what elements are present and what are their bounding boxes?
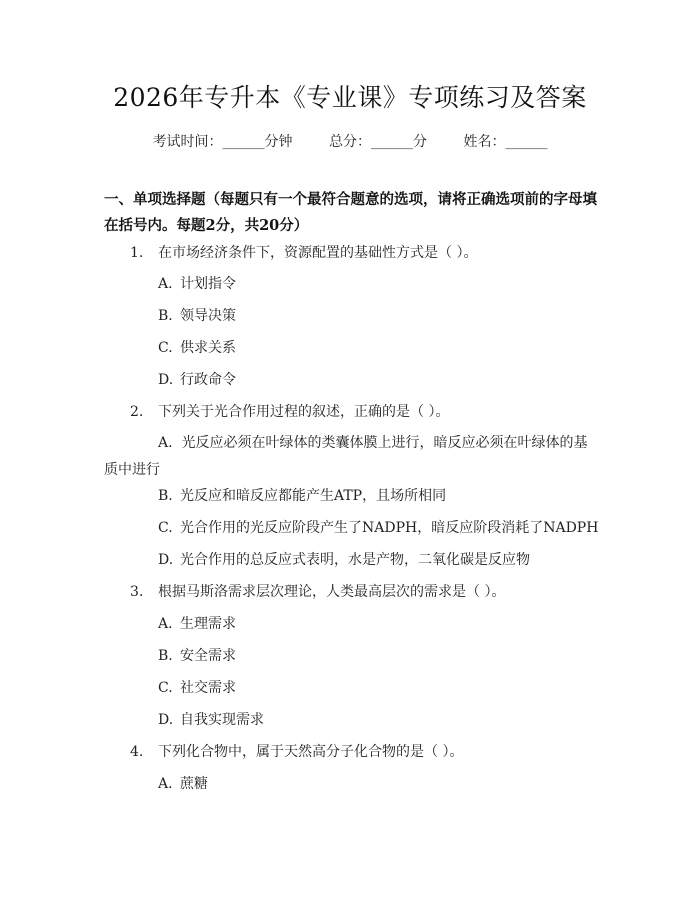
- option-text: 计划指令: [180, 276, 236, 292]
- option-letter: C.: [158, 340, 173, 356]
- option-4a: [158, 774, 208, 794]
- question-1: [130, 243, 477, 263]
- option-text: 领导决策: [180, 308, 236, 324]
- question-number: 1.: [130, 245, 144, 261]
- question-stem: 在市场经济条件下，资源配置的基础性方式是（ ）。: [158, 245, 478, 261]
- option-letter: D.: [158, 372, 174, 388]
- option-letter: D.: [158, 712, 174, 728]
- option-letter: B.: [158, 308, 173, 324]
- option-2d: [158, 550, 530, 570]
- option-text: 社交需求: [180, 680, 236, 696]
- question-number: 3.: [130, 584, 144, 600]
- option-text: 自我实现需求: [180, 712, 264, 728]
- question-stem: 下列关于光合作用过程的叙述，正确的是（ ）。: [158, 404, 450, 420]
- option-letter: A.: [158, 435, 173, 451]
- option-text: 光反应必须在叶绿体的类囊体膜上进行，暗反应必须在叶绿体的基质中进行: [104, 435, 588, 478]
- option-text: 光合作用的总反应式表明，水是产物，二氧化碳是反应物: [180, 552, 530, 568]
- option-text: 安全需求: [180, 648, 236, 664]
- option-1d: [158, 370, 236, 390]
- option-3c: [158, 678, 236, 698]
- option-text: 行政命令: [180, 372, 236, 388]
- question-2: [130, 402, 449, 422]
- question-stem: 下列化合物中，属于天然高分子化合物的是（ ）。: [158, 744, 464, 760]
- option-letter: A.: [158, 276, 173, 292]
- student-name-field: 姓名：______: [463, 134, 548, 150]
- question-stem: 根据马斯洛需求层次理论，人类最高层次的需求是（ ）。: [158, 584, 506, 600]
- option-text: 蔗糖: [180, 776, 208, 792]
- option-3b: [158, 646, 236, 666]
- option-text: 生理需求: [180, 616, 236, 632]
- option-letter: A.: [158, 776, 173, 792]
- total-score-field: 总分：______分: [329, 134, 427, 150]
- option-letter: A.: [158, 616, 173, 632]
- option-letter: C.: [158, 520, 173, 536]
- option-2c: [158, 518, 598, 538]
- option-2a: [104, 430, 594, 484]
- option-1c: [158, 338, 236, 358]
- option-text: 光合作用的光反应阶段产生了NADPH，暗反应阶段消耗了NADPH: [180, 520, 599, 536]
- document-title: 2026年专升本《专业课》专项练习及答案: [113, 83, 587, 112]
- option-letter: B.: [158, 648, 173, 664]
- option-text: 光反应和暗反应都能产生ATP，且场所相同: [180, 488, 447, 504]
- option-text: 供求关系: [180, 340, 236, 356]
- exam-time-field: 考试时间：______分钟: [152, 134, 293, 150]
- option-letter: D.: [158, 552, 174, 568]
- question-number: 2.: [130, 404, 144, 420]
- question-number: 4.: [130, 744, 144, 760]
- option-3d: [158, 710, 264, 730]
- option-letter: B.: [158, 488, 173, 504]
- question-3: [130, 582, 505, 602]
- question-4: [130, 742, 463, 762]
- option-3a: [158, 614, 236, 634]
- option-letter: C.: [158, 680, 173, 696]
- exam-info-line: [0, 131, 700, 151]
- option-1b: [158, 306, 236, 326]
- option-2b: [158, 486, 446, 506]
- section-heading: 一、单项选择题（每题只有一个最符合题意的选项，请将正确选项前的字母填在括号内。每题2分，共20分）: [104, 191, 597, 234]
- option-1a: [158, 274, 236, 294]
